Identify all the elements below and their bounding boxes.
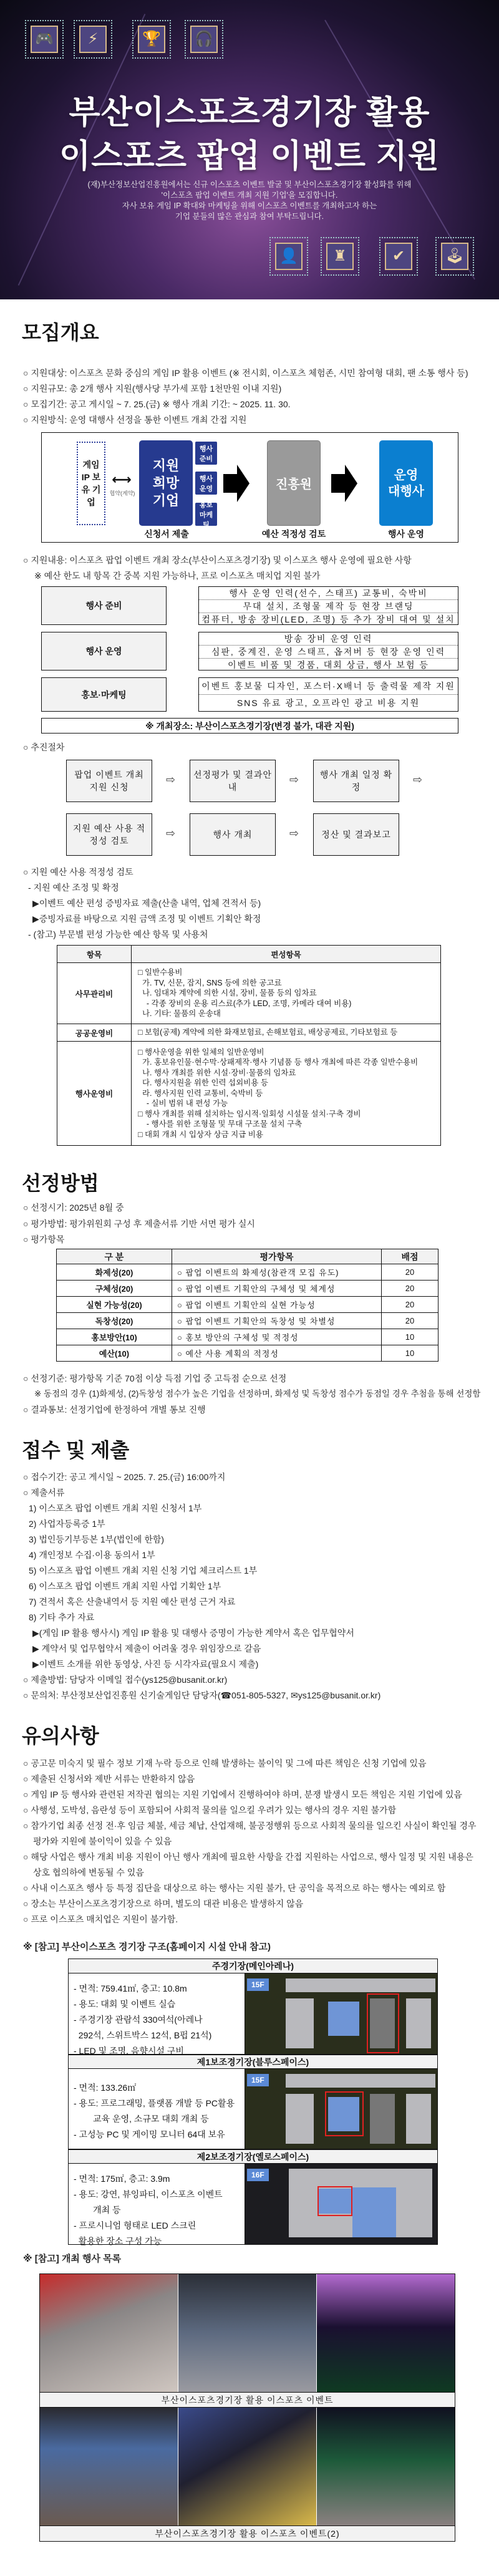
support-item: SNS 유료 광고, 오프라인 광고 비용 지원 [236,698,420,708]
support-category: 홍보·마케팅 [41,677,167,712]
events-title: ※ [참고] 개최 행사 목록 [23,2254,122,2264]
note-item: ○ 해당 사업은 행사 개최 비용 지원이 아닌 행사 개최에 필요한 사항을 간접 지원하는 사업으로, 행사 일정 및 지원 내용은 [23,1852,473,1862]
overview-item: ○ 지원방식: 운영 대행사 선정을 통한 이벤트 개최 간접 지원 [23,415,247,425]
eval-criterion: ○ 팝업 이벤트 기획안의 실현 가능성 [172,1297,382,1313]
applicant-company-box: 지원 희망 기업 [139,440,193,526]
bidirectional-arrow-icon: ⟷ [112,472,132,487]
procedure-label: ○ 추진절차 [23,742,65,752]
docs-label: ○ 제출서류 [23,1488,65,1498]
floor-badge: 16F [247,2169,269,2181]
budget-category: 행사운영비 [57,1042,132,1146]
floor-map-yellow-space [245,2164,437,2244]
contact-phone[interactable]: 051-805-5327, [231,1690,289,1700]
eval-score: 20 [382,1281,438,1297]
selection-criteria: ○ 선정기준: 평가항목 기준 70점 이상 득점 기업 중 고득점 순으로 선정 [23,1373,287,1383]
event-photo-grid [39,2273,455,2542]
eval-criterion: ○ 홍보 방안의 구체성 및 적정성 [172,1329,382,1345]
eval-category: 예산(10) [57,1345,172,1362]
floor-badge: 15F [247,2074,269,2086]
budget-category: 공공운영비 [57,1024,132,1042]
doc-item: 6) 이스포츠 팝업 이벤트 개최 지원 사업 기획안 1부 [29,1581,221,1591]
doc-extra: ▶이벤트 소개를 위한 동영상, 사진 등 시각자료(필요시 제출) [32,1659,259,1669]
doc-item: 1) 이스포츠 팝업 이벤트 개최 지원 신청서 1부 [29,1503,202,1513]
col-header: 평가항목 [172,1249,382,1264]
submission-method: ○ 제출방법: 담당자 이메일 접수(ys125@busanit.or.kr) [23,1675,228,1685]
gamepad-team-icon: 🎮 [25,20,64,59]
players-versus-icon: ⚡ [74,20,112,59]
arrow-right-icon: ⇨ [289,773,299,786]
doc-item: 5) 이스포츠 팝업 이벤트 개최 지원 신청 기업 체크리스트 1부 [29,1566,258,1576]
arrow-right-icon: ⇨ [166,827,176,840]
budget-lines: □ 행사운영을 위한 일체의 일반운영비 가. 홍보유인물·현수막·상패제작·행사 기념품 등 행사 개최에 따른 각종 일반수용비 나. 행사 개최를 위한 시설·장비·물품의 임차료 다. 행사지원을 위한 인력 섭외비용 등 라. 행사지원 인력 교통비, 숙박비 등 - 실비 범위 내 편성 가능 □ 행사 개최를 위해 설치하는 임시적·일회성 시설물 설치·구축 경비 - 행사를 위한 조형물 및 무대 구조물 설치 구축 □ 대회 개최 시 입상자 상금 지급 비용 [132,1042,441,1146]
procedure-step: 행사 개최 일정 확정 [313,760,399,802]
support-item: 이벤트 홍보물 디자인, 포스터·X배너 등 출력물 제작 지원 [199,678,458,695]
floor-map-main-arena [245,1973,437,2054]
eval-category: 화제성(20) [57,1264,172,1281]
arrow-right-icon [223,474,237,493]
note-item: ○ 사내 이스포츠 행사 등 특정 집단을 대상으로 하는 행사는 지원 불가, 단 공익을 목적으로 하는 행사는 예외로 함 [23,1883,446,1893]
photo-caption: 부산이스포츠경기장 활용 이스포츠 이벤트 [40,2392,455,2408]
venue-details: - 면적: 133.26㎡ - 용도: 프로그래밍, 플랫폼 개발 등 PC활용 교육 운영, 소규모 대회 개최 등 - 고성능 PC 및 게이밍 모니터 64대 보유 [69,2069,245,2149]
map-block [406,2094,431,2144]
support-items [198,586,458,625]
arrow-right-icon [237,465,250,502]
section-heading-notes: 유의사항 [22,1725,99,1747]
highlight-box [325,2091,364,2136]
table-row [57,1345,438,1362]
doc-item: 4) 개인정보 수집·이용 동의서 1부 [29,1550,155,1560]
map-blue-space [328,2002,359,2036]
table-row [57,963,441,1024]
table-row [57,1042,441,1146]
contact-email[interactable]: ys125@busanit.or.kr) [298,1690,381,1700]
support-item: 컴퓨터, 방송 장비(LED, 조명) 등 추가 장비 대여 및 설치 [201,614,455,624]
budget-sub: - (참고) 부문별 편성 가능한 예산 항목 및 사용처 [28,929,208,939]
note-item: ○ 장소는 부산이스포츠경기장으로 하며, 별도의 대관 비용은 발생하지 않음 [23,1899,304,1909]
map-block [406,1998,431,2048]
strategy-rook-icon: ♜ [321,237,359,276]
arrow-right-icon [345,465,357,502]
submission-period: ○ 접수기간: 공고 게시일 ~ 2025. 7. 25.(금) 16:00까지 [23,1472,226,1482]
budget-sub: - 지원 예산 조정 및 확정 [28,883,119,893]
doc-item: 8) 기타 추가 자료 [29,1612,95,1622]
map-block [286,1978,435,1992]
arrow-right-icon: ⇨ [166,773,176,786]
budget-title: ○ 지원 예산 사용 적정성 검토 [23,867,133,877]
tag-event-operation: 행사 운영 [195,472,217,495]
eval-criterion: ○ 팝업 이벤트의 화제성(참관객 모집 유도) [172,1264,382,1281]
doc-item: 7) 견적서 혹은 산출내역서 등 지원 예산 편성 근거 자료 [29,1597,236,1607]
eval-criterion: ○ 팝업 이벤트 기획안의 구체성 및 체계성 [172,1281,382,1297]
col-header: 배점 [382,1249,438,1264]
map-block [286,2074,435,2088]
note-item: ○ 공고문 미숙지 및 필수 정보 기재 누락 등으로 인해 발생하는 불이익 및 그에 따른 책임은 신청 기업에 있음 [23,1758,427,1768]
venue-content [69,2069,437,2149]
eval-category: 홍보방안(10) [57,1329,172,1345]
eval-category: 독창성(20) [57,1313,172,1329]
support-content: ○ 지원내용: 이스포츠 팝업 이벤트 개최 장소(부산이스포츠경기장) 및 이스포츠 행사 운영에 필요한 사항 [23,555,412,565]
eval-category: 실현 가능성(20) [57,1297,172,1313]
agreement-label: 협약(계약) [109,490,135,496]
support-category: 행사 준비 [41,586,167,625]
selection-item: ○ 평가방법: 평가위원회 구성 후 제출서류 기반 서면 평가 실시 [23,1219,255,1229]
venue-details: - 면적: 759.41㎡, 층고: 10.8m - 용도: 대회 및 이벤트 실습 - 주경기장 관람석 330여석(아레나 292석, 스위트박스 12석, B펍 21석) - LED 및 조명, 음향시설 구비 [69,1973,245,2054]
hero-intro-line: (재)부산정보산업진흥원에서는 신규 이스포츠 이벤트 발굴 및 부산이스포츠경기장 활성화를 위해 [87,180,412,189]
map-block [286,2094,314,2144]
event-photo-crowd [40,2408,178,2525]
eval-criterion: ○ 팝업 이벤트 기획안의 독창성 및 차별성 [172,1313,382,1329]
floor-map-blue-space [245,2069,437,2149]
arrow-right-icon [331,474,345,493]
note-item-cont: 평가와 지원에 불이익이 있을 수 있음 [33,1836,172,1846]
support-flow-diagram [41,432,458,543]
hero-title-line2: 이스포츠 팝업 이벤트 지원 [59,138,440,175]
eval-category: 구체성(20) [57,1281,172,1297]
eval-criterion: ○ 예산 사용 계획의 적정성 [172,1345,382,1362]
arrow-right-icon: ⇨ [289,827,299,840]
support-category: 행사 운영 [41,632,167,671]
map-main-arena [370,2094,395,2144]
hero-intro-line: 자사 보유 게임 IP 확대와 마케팅을 위해 이스포츠 이벤트를 개최하고자 하는 [122,201,377,210]
table-row [57,1024,441,1042]
table-header-row [57,1249,438,1264]
col-header: 편성항목 [132,946,441,963]
note-item: ○ 사행성, 도박성, 음란성 등이 포함되어 사회적 물의를 일으킬 우려가 있는 행사의 경우 지원 불가함 [23,1805,397,1815]
support-note: ※ 예산 한도 내 항목 간 중복 지원 가능하나, 프로 이스포츠 매치업 지원 불가 [34,571,321,581]
procedure-step: 행사 개최 [190,813,276,856]
table-row [57,1264,438,1281]
budget-lines: □ 일반수용비 가. TV, 신문, 잡지, SNS 등에 의한 공고료 나. 임대차 계약에 의한 시설, 장비, 물품 등의 임차료 - 각종 장비의 운용 리스료(추가 LED, 조명, 카메라 대여 비용) 나. 기타: 물품의 운송대 [132,963,441,1024]
arena-table [68,1959,438,2245]
procedure-step: 선정평가 및 결과안내 [190,760,276,802]
venue-content [69,2164,437,2244]
tag-event-prep: 행사 준비 [195,442,217,465]
budget-category: 사무관리비 [57,963,132,1024]
support-item: 무대 설치, 조형물 제작 등 현장 브랜딩 [199,600,458,613]
hero-intro-line: 기업 분들의 많은 관심과 참여 부탁드립니다. [175,212,324,221]
table-header-row [57,946,441,963]
selection-criteria-note: ※ 동점의 경우 (1)화제성, (2)독창성 점수가 높은 기업을 선정하며, 화제성 및 독창성 점수가 동점일 경우 추첨을 통해 선정함 [34,1389,481,1398]
event-photo-fox-roulette [178,2408,317,2525]
note-item: ○ 게임 IP 등 행사와 관련된 저작권 협의는 지원 기업에서 진행하여야 하며, 분쟁 발생시 모든 책임은 지원 기업에 있음 [23,1789,462,1799]
table-row [57,1281,438,1297]
agency-box: 진흥원 [267,440,321,526]
arena-title: ※ [참고] 부산이스포츠 경기장 구조(홈페이지 시설 안내 참고) [23,1942,271,1952]
photo-caption: 부산이스포츠경기장 활용 이스포츠 이벤트(2) [40,2525,455,2541]
contact-prefix: ○ 문의처: 부산정보산업진흥원 신기술게임단 담당자( [23,1690,221,1700]
monitor-check-icon: ✔ [379,237,418,276]
section-heading-overview: 모집개요 [22,321,99,344]
trophy-screen-icon: 🏆 [132,20,171,59]
highlight-box [317,2186,352,2216]
event-photo-merch-booth [40,2274,178,2392]
doc-item: 2) 사업자등록증 1부 [29,1519,105,1529]
controllers-icon: 🕹 [435,237,474,276]
step3-label: 행사 운영 [388,529,424,539]
col-header: 항목 [57,946,132,963]
support-items [198,632,458,671]
support-item: 심판, 중계진, 운영 스태프, 옵저버 등 현장 운영 인력 [199,646,458,659]
selection-item: ○ 평가항목 [23,1234,65,1244]
eval-score: 20 [382,1264,438,1281]
overview-item: ○ 모집기간: 공고 게시일 ~ 7. 25.(금) ※ 행사 개최 기간: ~ 2025. 11. 30. [23,399,291,409]
operator-box: 운영 대행사 [379,440,433,526]
evaluation-table [56,1249,438,1362]
selection-result: ○ 결과통보: 선정기업에 한정하여 개별 통보 진행 [23,1405,206,1415]
event-photo-arena-stage [317,2274,455,2392]
table-row [57,1329,438,1345]
photo-row [40,2274,455,2392]
step1-label: 신청서 제출 [144,529,189,539]
venue-name: 제2보조경기장(옐로스페이스) [69,2149,437,2164]
email-icon: ✉ [291,1690,298,1700]
table-row [57,1313,438,1329]
eval-score: 10 [382,1345,438,1362]
support-item: 이벤트 비품 및 경품, 대회 상금, 행사 보험 등 [228,660,429,670]
budget-lines: □ 보험(공제) 계약에 의한 화재보험료, 손해보험료, 배상공제료, 기타보험료 등 [132,1024,441,1042]
section-heading-submission: 접수 및 제출 [22,1439,130,1461]
event-photo-tournament-bracket [178,2274,317,2392]
venue-details: - 면적: 175㎡, 층고: 3.9m - 용도: 강연, 뷰잉파티, 이스포츠 이벤트 개최 등 - 프로시니엄 형태로 LED 스크린 활용한 장소 구성 가능 [69,2164,245,2244]
budget-bullet: ▶이벤트 예산 편성 증빙자료 제출(산출 내역, 업체 견적서 등) [32,898,261,908]
support-items [198,677,458,712]
support-item: 방송 장비 운영 인력 [199,632,458,646]
map-block [286,1998,314,2048]
headset-icon: 🎧 [185,20,223,59]
phone-icon: ☎ [220,1690,232,1700]
procedure-step: 팝업 이벤트 개최 지원 신청 [66,760,152,802]
tag-promo-marketing: 홍보 마케팅 [195,503,217,526]
hero-title-line1: 부산이스포츠경기장 활용 [69,95,430,131]
hero-intro-line: '이스포츠 팝업 이벤트 개최 지원 기업'을 모집합니다. [161,191,338,200]
eval-score: 10 [382,1329,438,1345]
procedure-step: 지원 예산 사용 적정성 검토 [66,813,152,856]
venue-name: 주경기장(메인아레나) [69,1959,437,1973]
overview-item: ○ 지원규모: 총 2개 행사 지원(행사당 부가세 포함 1천만원 이내 지원) [23,384,282,394]
selection-item: ○ 선정시기: 2025년 8월 중 [23,1203,124,1213]
floor-badge: 15F [247,1978,269,1991]
procedure-step: 정산 및 결과보고 [313,813,399,856]
support-agent-icon: 👤 [269,237,308,276]
doc-extra: ▶(게임 IP 활용 행사시) 게임 IP 활용 및 대행사 증명이 가능한 계약서 혹은 업무협약서 [32,1628,354,1638]
arrow-right-icon: ⇨ [413,773,423,786]
venue-note: ※ 개최장소: 부산이스포츠경기장(변경 불가, 대관 지원) [41,718,458,734]
venue-name: 제1보조경기장(블루스페이스) [69,2055,437,2069]
eval-score: 20 [382,1313,438,1329]
note-item-cont: 상호 협의하에 변동될 수 있음 [33,1867,144,1877]
budget-bullet: ▶증빙자료를 바탕으로 지원 금액 조정 및 이벤트 기획안 확정 [32,914,261,924]
note-item: ○ 프로 이스포츠 매치업은 지원이 불가함. [23,1914,178,1924]
map-main-arena [352,2187,396,2237]
hero-banner [0,0,499,299]
event-photo-christmas [317,2408,455,2525]
support-item: 행사 운영 인력(선수, 스태프) 교통비, 숙박비 [199,587,458,600]
doc-item: 3) 법인등기부등본 1부(법인에 한함) [29,1534,165,1544]
venue-content [69,1973,437,2055]
section-heading-selection: 선정방법 [22,1172,99,1194]
table-row [57,1297,438,1313]
budget-table [57,945,441,1146]
ip-company-box: 게임 IP 보유 기업 [77,442,105,525]
doc-extra: ▶ 계약서 및 업무협약서 제출이 어려울 경우 위임장으로 갈음 [32,1644,261,1654]
step2-label: 예산 적정성 검토 [261,529,326,539]
overview-item: ○ 지원대상: 이스포츠 문화 중심의 게임 IP 활용 이벤트 (※ 전시회, 이스포츠 체험존, 시민 참여형 대회, 팬 소통 행사 등) [23,368,468,378]
highlight-box [367,1993,399,2053]
eval-score: 20 [382,1297,438,1313]
submission-contact [23,1689,380,1702]
photo-row [40,2408,455,2525]
note-item: ○ 제출된 신청서와 제반 서류는 반환하지 않음 [23,1774,195,1784]
col-header: 구 분 [57,1249,172,1264]
note-item: ○ 참가기업 최종 선정 전·후 임금 체불, 세금 체납, 산업재해, 불공정행위 등으로 사회적 물의를 일으킨 사실이 확인될 경우 [23,1821,477,1831]
